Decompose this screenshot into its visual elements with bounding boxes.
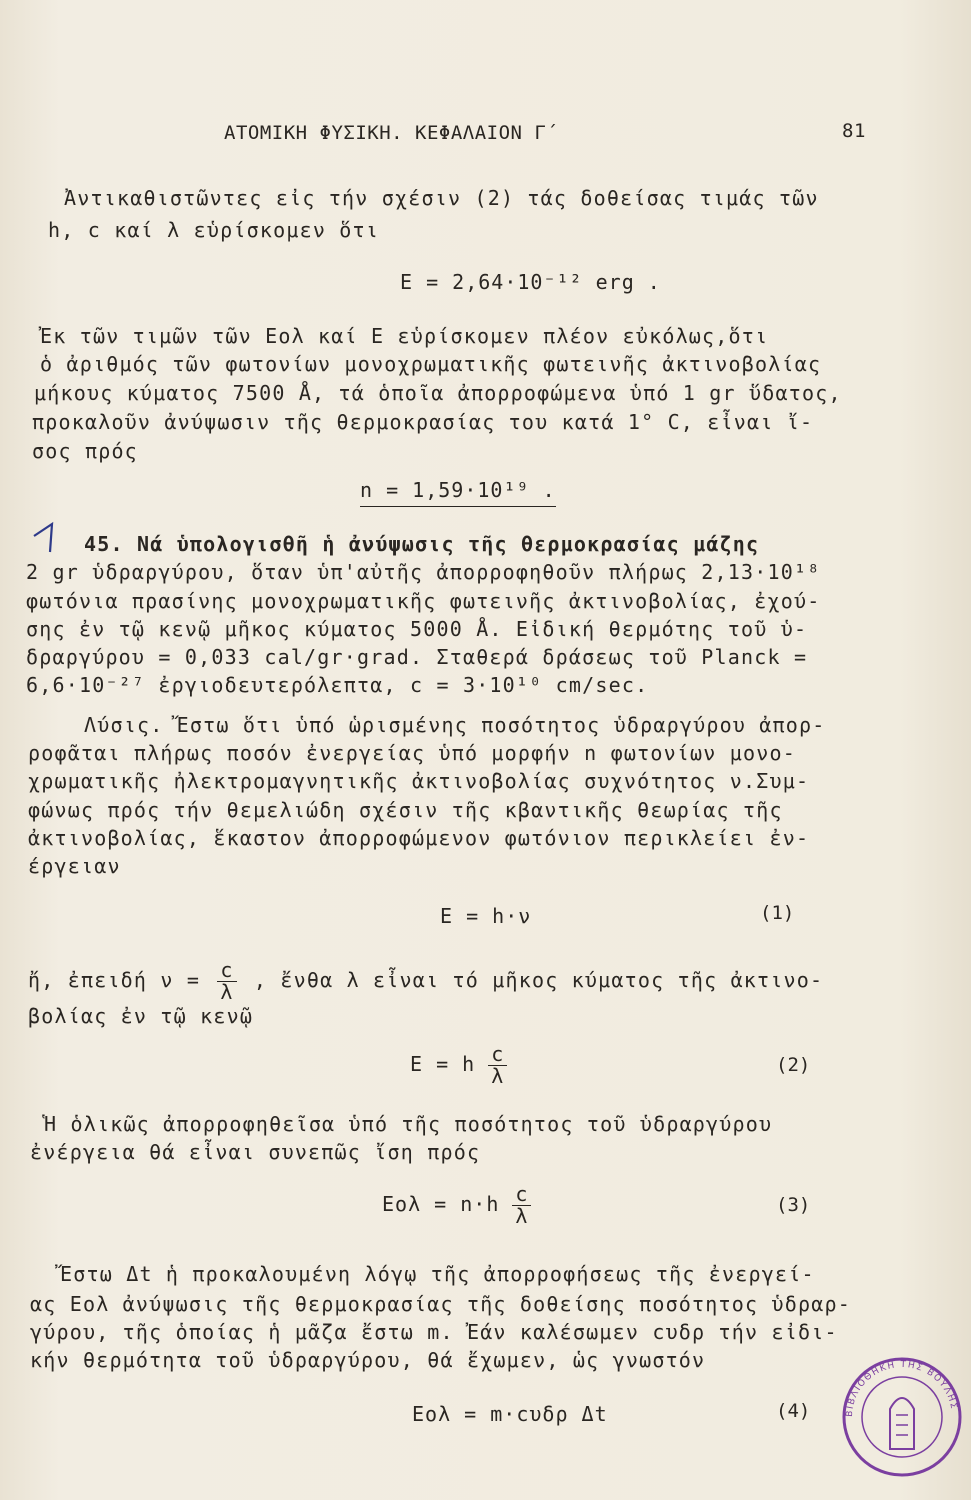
problem-45-line: 2 gr ὑδραργύρου, ὅταν ὑπ'αὐτῆς ἀπορροφηθοῦν πλήρως 2,13·10¹⁸ [26, 560, 821, 584]
text-line: προκαλοῦν ἀνύψωσιν τῆς θερμοκρασίας του κατά 1° C, εἶναι ἴ- [32, 410, 814, 434]
text-line: ας Eολ ἀνύψωσις τῆς θερμοκρασίας τῆς δοθείσης ποσότητος ὑδραρ- [30, 1292, 851, 1316]
solution-line: ροφᾶται πλήρως ποσόν ἐνεργείας ὑπό μορφήν n φωτονίων μονο- [28, 741, 796, 765]
text-line: σος πρός [32, 439, 138, 463]
text-line: βολίας ἐν τῷ κενῷ [28, 1004, 254, 1028]
text-line: ἐνέργεια θά εἶναι συνεπῶς ἴση πρός [30, 1140, 481, 1164]
text-line: Ἐκ τῶν τιμῶν τῶν Eολ καί E εὑρίσκομεν πλέον εὐκόλως,ὅτι [40, 324, 769, 348]
equation-photon-count: n = 1,59·10¹⁹ . [360, 478, 556, 507]
equation-4-number: (4) [776, 1400, 811, 1422]
pencil-mark-icon [30, 518, 66, 554]
problem-45-line: σης ἐν τῷ κενῷ μῆκος κύματος 5000 Å. Εἰδική θερμότης τοῦ ὑ- [26, 617, 808, 641]
text-line: Ἀντικαθιστῶντες εἰς τήν σχέσιν (2) τάς δοθείσας τιμάς τῶν [64, 186, 819, 210]
page-number: 81 [842, 120, 866, 142]
fraction-numerator: c [217, 960, 236, 982]
text-line: γύρου, τῆς ὁποίας ἡ μᾶζα ἔστω m. Ἐάν καλέσωμεν cυδρ τήν εἰδι- [30, 1320, 838, 1344]
equation-3: Eολ = n·h $\frac{c}{\lambda}$ [382, 1184, 531, 1227]
text-line: μήκους κύματος 7500 Å, τά ὁποῖα ἀπορροφώμενα ὑπό 1 gr ὕδατος, [34, 381, 842, 405]
text-line: Ἡ ὁλικῶς ἀπορροφηθεῖσα ὑπό τῆς ποσότητος τοῦ ὑδραργύρου [44, 1112, 773, 1136]
equation-2-number: (2) [776, 1054, 811, 1076]
solution-line: έργειαν [28, 854, 121, 878]
text-line: κήν θερμότητα τοῦ ὑδραργύρου, θά ἔχωμεν, ὡς γνωστόν [30, 1348, 706, 1372]
equation-energy: E = 2,64·10⁻¹² erg . [400, 270, 661, 294]
text-line: Ἔστω Δt ἡ προκαλουμένη λόγῳ τῆς ἀπορροφήσεως τῆς ἐνεργεί- [60, 1262, 815, 1286]
text-line: h, c καί λ εὑρίσκομεν ὅτι [48, 218, 380, 242]
fraction-denominator: λ [220, 980, 234, 1004]
problem-45-line: φωτόνια πρασίνης μονοχρωματικῆς φωτεινῆς ἀκτινοβολίας, ἐχού- [26, 589, 821, 613]
equation-1: E = h·ν [440, 904, 532, 928]
problem-45-line: 45. Νά ὑπολογισθῆ ἡ ἀνύψωσις τῆς θερμοκρασίας μάζης [84, 532, 760, 556]
solution-line: φώνως πρός τήν θεμελιώδη σχέσιν τῆς κβαντικῆς θεωρίας τῆς [28, 798, 783, 822]
text-line: ὁ ἀριθμός τῶν φωτονίων μονοχρωματικῆς φωτεινῆς ἀκτινοβολίας [40, 352, 822, 376]
solution-line: Λύσις. Ἔστω ὅτι ὑπό ὡρισμένης ποσότητος ὑδραργύρου ἀπορ- [84, 713, 826, 737]
problem-45-line: 6,6·10⁻²⁷ ἐργιοδευτερόλεπτα, c = 3·10¹⁰ cm/sec. [26, 673, 649, 697]
equation-1-number: (1) [760, 902, 795, 924]
problem-45-line: δραργύρου = 0,033 cal/gr·grad. Σταθερά δράσεως τοῦ Planck = [26, 645, 808, 669]
text-line: ἤ, ἐπειδή ν = $\frac{c}{\lambda}$ , ἔνθα λ εἶναι τό μῆκος κύματος τῆς ἀκτινο- [28, 958, 824, 1004]
solution-line: ἀκτινοβολίας, ἕκαστον ἀπορροφώμενον φωτόνιον περικλείει ἐν- [28, 826, 810, 850]
equation-3-number: (3) [776, 1194, 811, 1216]
library-stamp-icon [838, 1353, 966, 1481]
svg-text:ΒΙΒΛΙΟΘΗΚΗ ΤΗΣ ΒΟΥΛΗΣ: ΒΙΒΛΙΟΘΗΚΗ ΤΗΣ ΒΟΥΛΗΣ [844, 1359, 959, 1418]
equation-4: Eολ = m·cυδρ Δt [412, 1402, 608, 1426]
solution-line: χρωματικῆς ἠλεκτρομαγνητικῆς ἀκτινοβολίας συχνότητος ν.Συμ- [28, 769, 810, 793]
running-header: ΑΤΟΜΙΚΗ ΦΥΣΙΚΗ. ΚΕΦΑΛΑΙΟΝ Γ΄ [224, 122, 559, 144]
equation-2: E = h $\frac{c}{\lambda}$ [410, 1044, 507, 1087]
